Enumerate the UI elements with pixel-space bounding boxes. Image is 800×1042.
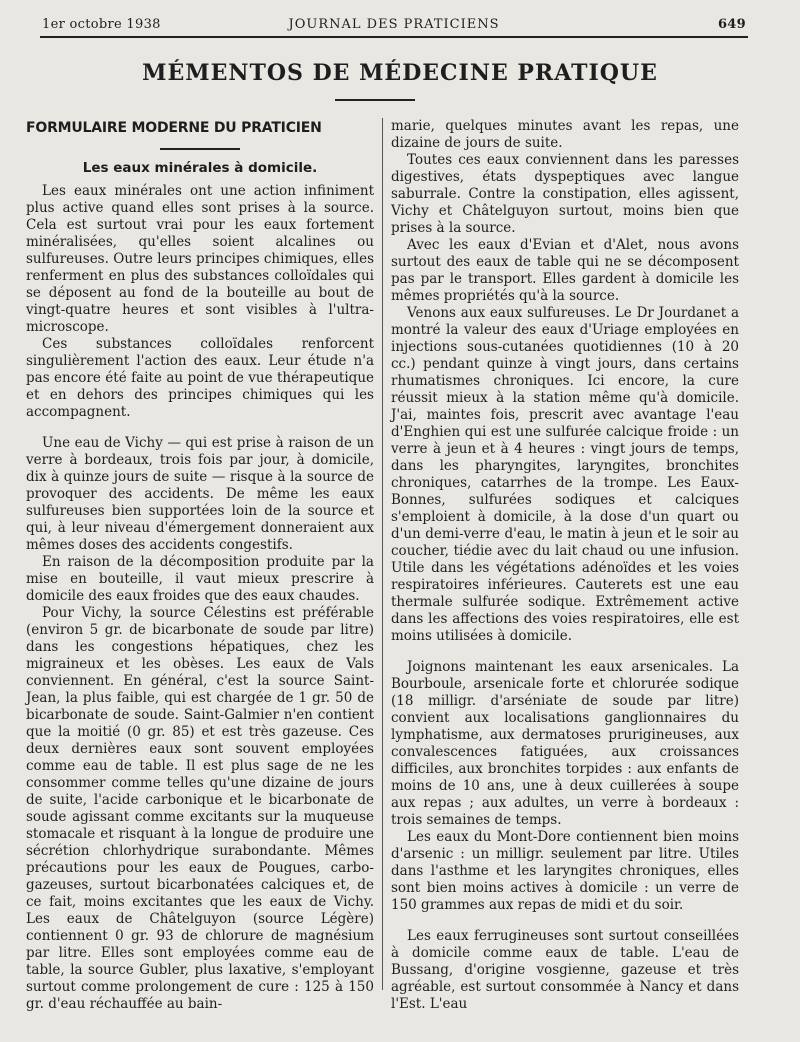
paragraph: Venons aux eaux sulfureuses. Le Dr Jourdanet a montré la valeur des eaux d'Uriage employées en injections sous-cutanées quotidiennes (10 à 20 cc.) pendant quinze à vingt jours, dans certains rhumatismes chroniques. Ici encore, la cure réussit mieux à la station même qu'à domicile. J'ai, maintes fois, prescrit avec avantage l'eau d'Enghien qui est une sulfurée calcique froide : un verre à jeun et à 4 heures : vingt jours de temps, dans les pharyngites, laryngites, bronchites chroniques, catarrhes de la trompe. Les Eaux-Bonnes, sulfurées sodiques et calciques s'emploient à domicile, à la dose d'un quart ou d'un demi-verre d'eau, le matin à jeun et le soir au coucher, tiédie avec du lait chaud ou une infusion. Utile dans les végétations adénoïdes et les voies respiratoires inférieures. Cauterets est une eau thermale sulfurée sodique. Extrêmement active dans les affections des voies respiratoires, elle est moins utilisées à domicile. [391, 305, 739, 644]
paragraph: marie, quelques minutes avant les repas, une dizaine de jours de suite. [391, 118, 739, 151]
paragraph: Une eau de Vichy — qui est prise à raison de un verre à bordeaux, trois fois par jour, à domicile, dix à quinze jours de suite — risque à la source de provoquer des accidents. De même les eaux sulfureuses bien supportées loin de la source et qui, à leur niveau d'émergement donneraient aux mêmes doses des accidents congestifs. [26, 435, 374, 553]
running-header [42, 14, 746, 36]
page-title: MÉMENTOS DE MÉDECINE PRATIQUE [142, 60, 658, 86]
paragraph: En raison de la décomposition produite par la mise en bouteille, il vaut mieux prescrire à domicile des eaux froides que des eaux chaudes. [26, 554, 374, 604]
paragraph: Les eaux du Mont-Dore contiennent bien moins d'arsenic : un milligr. seulement par litre. Utiles dans l'asthme et les laryngites chroniques, elles sont bien moins actives à domicile : un verre de 150 grammes aux repas de midi et du soir. [391, 829, 739, 913]
paragraph: Avec les eaux d'Evian et d'Alet, nous avons surtout des eaux de table qui ne se décomposent pas par le transport. Elles gardent à domicile les mêmes propriétés qu'à la source. [391, 237, 739, 304]
journal-name: JOURNAL DES PRATICIENS [288, 17, 500, 32]
header-rule [40, 36, 748, 38]
page-number: 649 [717, 17, 746, 32]
section-rule [160, 148, 240, 150]
paragraph: Les eaux ferrugineuses sont surtout conseillées à domicile comme eaux de table. L'eau de Bussang, d'origine vosgienne, gazeuse et très agréable, est surtout consommée à Nancy et dans l'Est. L'eau [391, 928, 739, 1012]
paragraph: Pour Vichy, la source Célestins est préférable (environ 5 gr. de bicarbonate de soude par litre) dans les congestions hépatiques, chez les migraineux et les obèses. Les eaux de Vals conviennent. En général, c'est la source Saint-Jean, la plus faible, qui est chargée de 1 gr. 50 de bicarbonate de soude. Saint-Galmier n'en contient que la moitié (0 gr. 85) et est très gazeuse. Ces deux dernières eaux sont souvent employées comme eau de table. Il est plus sage de ne les consommer comme telles qu'une dizaine de jours de suite, l'acide carbonique et le bicarbonate de soude agissant comme excitants sur la muqueuse stomacale et risquant à la longue de produire une sécrétion chlorhydrique surabondante. Mêmes précautions pour les eaux de Pougues, carbo-gazeuses, surtout bicarbonatées calciques et, de ce fait, moins excitantes que les eaux de Vichy. Les eaux de Châtelguyon (source Légère) contiennent 0 gr. 93 de chlorure de magnésium par litre. Elles sont employées comme eau de table, la source Gubler, plus laxative, s'employant surtout comme prolongement de cure : 125 à 150 gr. d'eau réchauffée au bain- [26, 605, 374, 1012]
article-title: Les eaux minérales à domicile. [82, 160, 318, 176]
title-rule [335, 99, 415, 101]
left-column [26, 118, 374, 1012]
paragraph: Les eaux minérales ont une action infiniment plus active quand elles sont prises à la source. Cela est surtout vrai pour les eaux fortement minéralisées, qu'elles soient alcalines ou sulfureuses. Outre leurs principes chimiques, elles renferment en plus des substances colloïdales qui se déposent au fond de la bouteille au bout de vingt-quatre heures et sont visibles à l'ultra-microscope. [26, 183, 374, 335]
section-title: FORMULAIRE MODERNE DU PRATICIEN [26, 120, 322, 136]
paragraph: Toutes ces eaux conviennent dans les paresses digestives, états dyspeptiques avec langue saburrale. Contre la constipation, elles agissent, Vichy et Châtelguyon surtout, moins bien que prises à la source. [391, 152, 739, 236]
issue-date: 1er octobre 1938 [42, 17, 161, 32]
right-column [391, 118, 739, 1012]
column-separator [382, 118, 383, 990]
paragraph: Joignons maintenant les eaux arsenicales. La Bourboule, arsenicale forte et chlorurée sodique (18 milligr. d'arséniate de soude par litre) convient aux localisations ganglionnaires du lymphatisme, aux dermatoses prurigineuses, aux convalescences fatiguées, aux croissances difficiles, aux bronchites torpides : aux enfants de moins de 10 ans, une à deux cuillerées à soupe aux repas ; aux adultes, un verre à bordeaux : trois semaines de temps. [391, 659, 739, 828]
paragraph: Ces substances colloïdales renforcent singulièrement l'action des eaux. Leur étude n'a pas encore été faite au point de vue thérapeutique et en dehors des principes chimiques qui les accompagnent. [26, 336, 374, 420]
